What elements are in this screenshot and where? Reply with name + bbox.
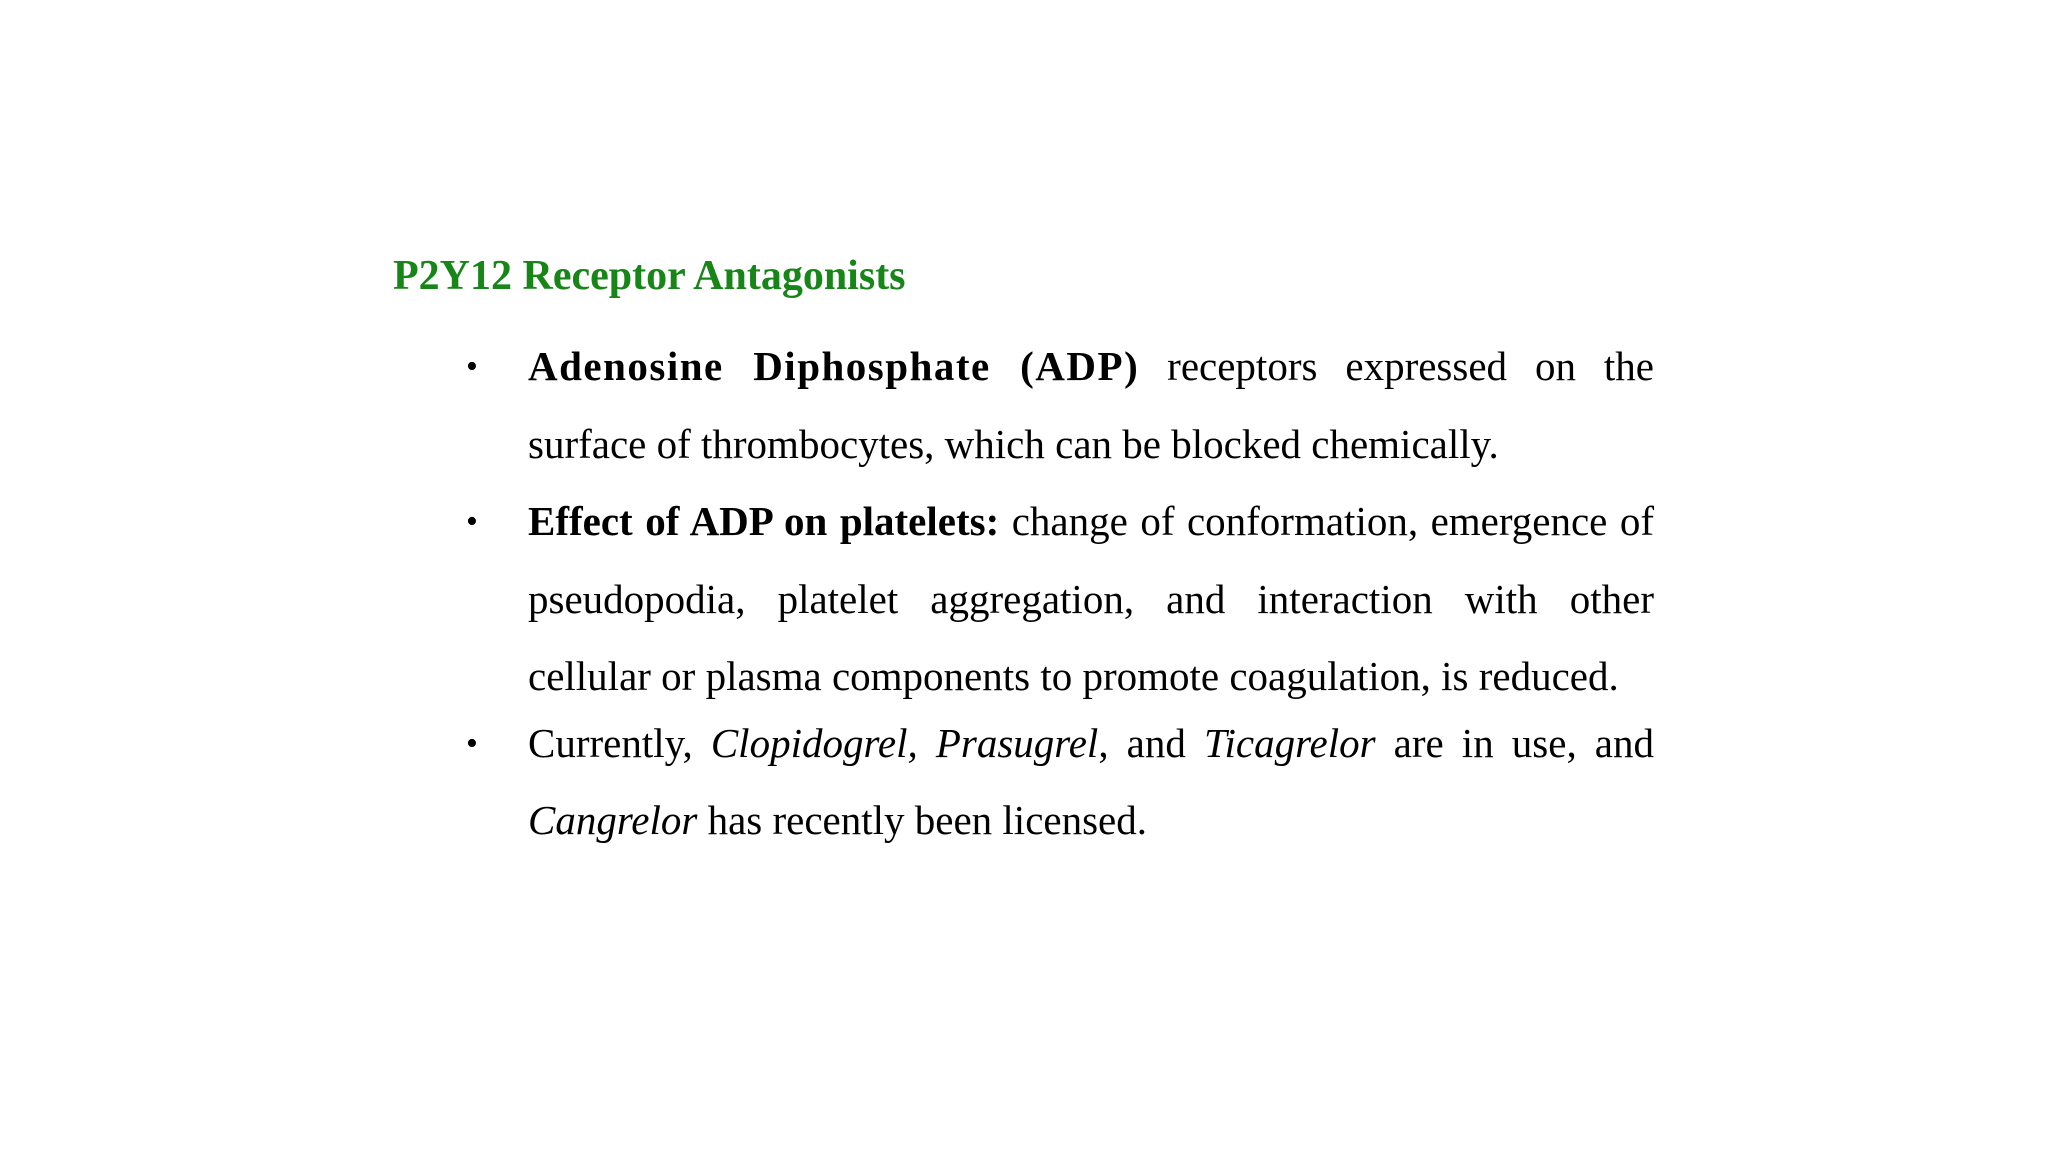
- drug-name-ticagrelor: Ticagrelor: [1203, 719, 1376, 766]
- bullet-icon: •: [466, 503, 478, 540]
- bullet-lead-text: Adenosine Diphosphate (ADP): [528, 343, 1140, 389]
- bullet-middle-text: are in use, and: [1375, 719, 1654, 766]
- bullet-body-text: change of conformation, emergence of pseudopodia, platelet aggregation, and interaction with other cellular or plasma components to promote coagulation, is reduced.: [528, 498, 1654, 699]
- bullet-body-text: receptors expressed on the surface of thrombocytes, which can be blocked chemically.: [528, 343, 1654, 467]
- bullet-suffix-text: has recently been licensed.: [697, 797, 1147, 843]
- bullet-separator-text: , and: [1098, 719, 1204, 766]
- bullet-prefix-text: Currently,: [528, 719, 711, 766]
- drug-name-cangrelor: Cangrelor: [528, 797, 698, 843]
- bullet-item-adp-effect: [466, 483, 1654, 716]
- bullet-item-adp-receptors: [466, 328, 1654, 483]
- bullet-icon: •: [466, 348, 478, 385]
- bullet-list: [466, 328, 1654, 860]
- bullet-item-current-drugs: [466, 705, 1654, 860]
- drug-name-clopidogrel-prasugrel: Clopidogrel, Prasugrel: [710, 719, 1099, 766]
- bullet-lead-text: Effect of ADP on platelets:: [528, 498, 1000, 544]
- slide-title: P2Y12 Receptor Antagonists: [393, 253, 906, 299]
- bullet-icon: •: [466, 724, 478, 762]
